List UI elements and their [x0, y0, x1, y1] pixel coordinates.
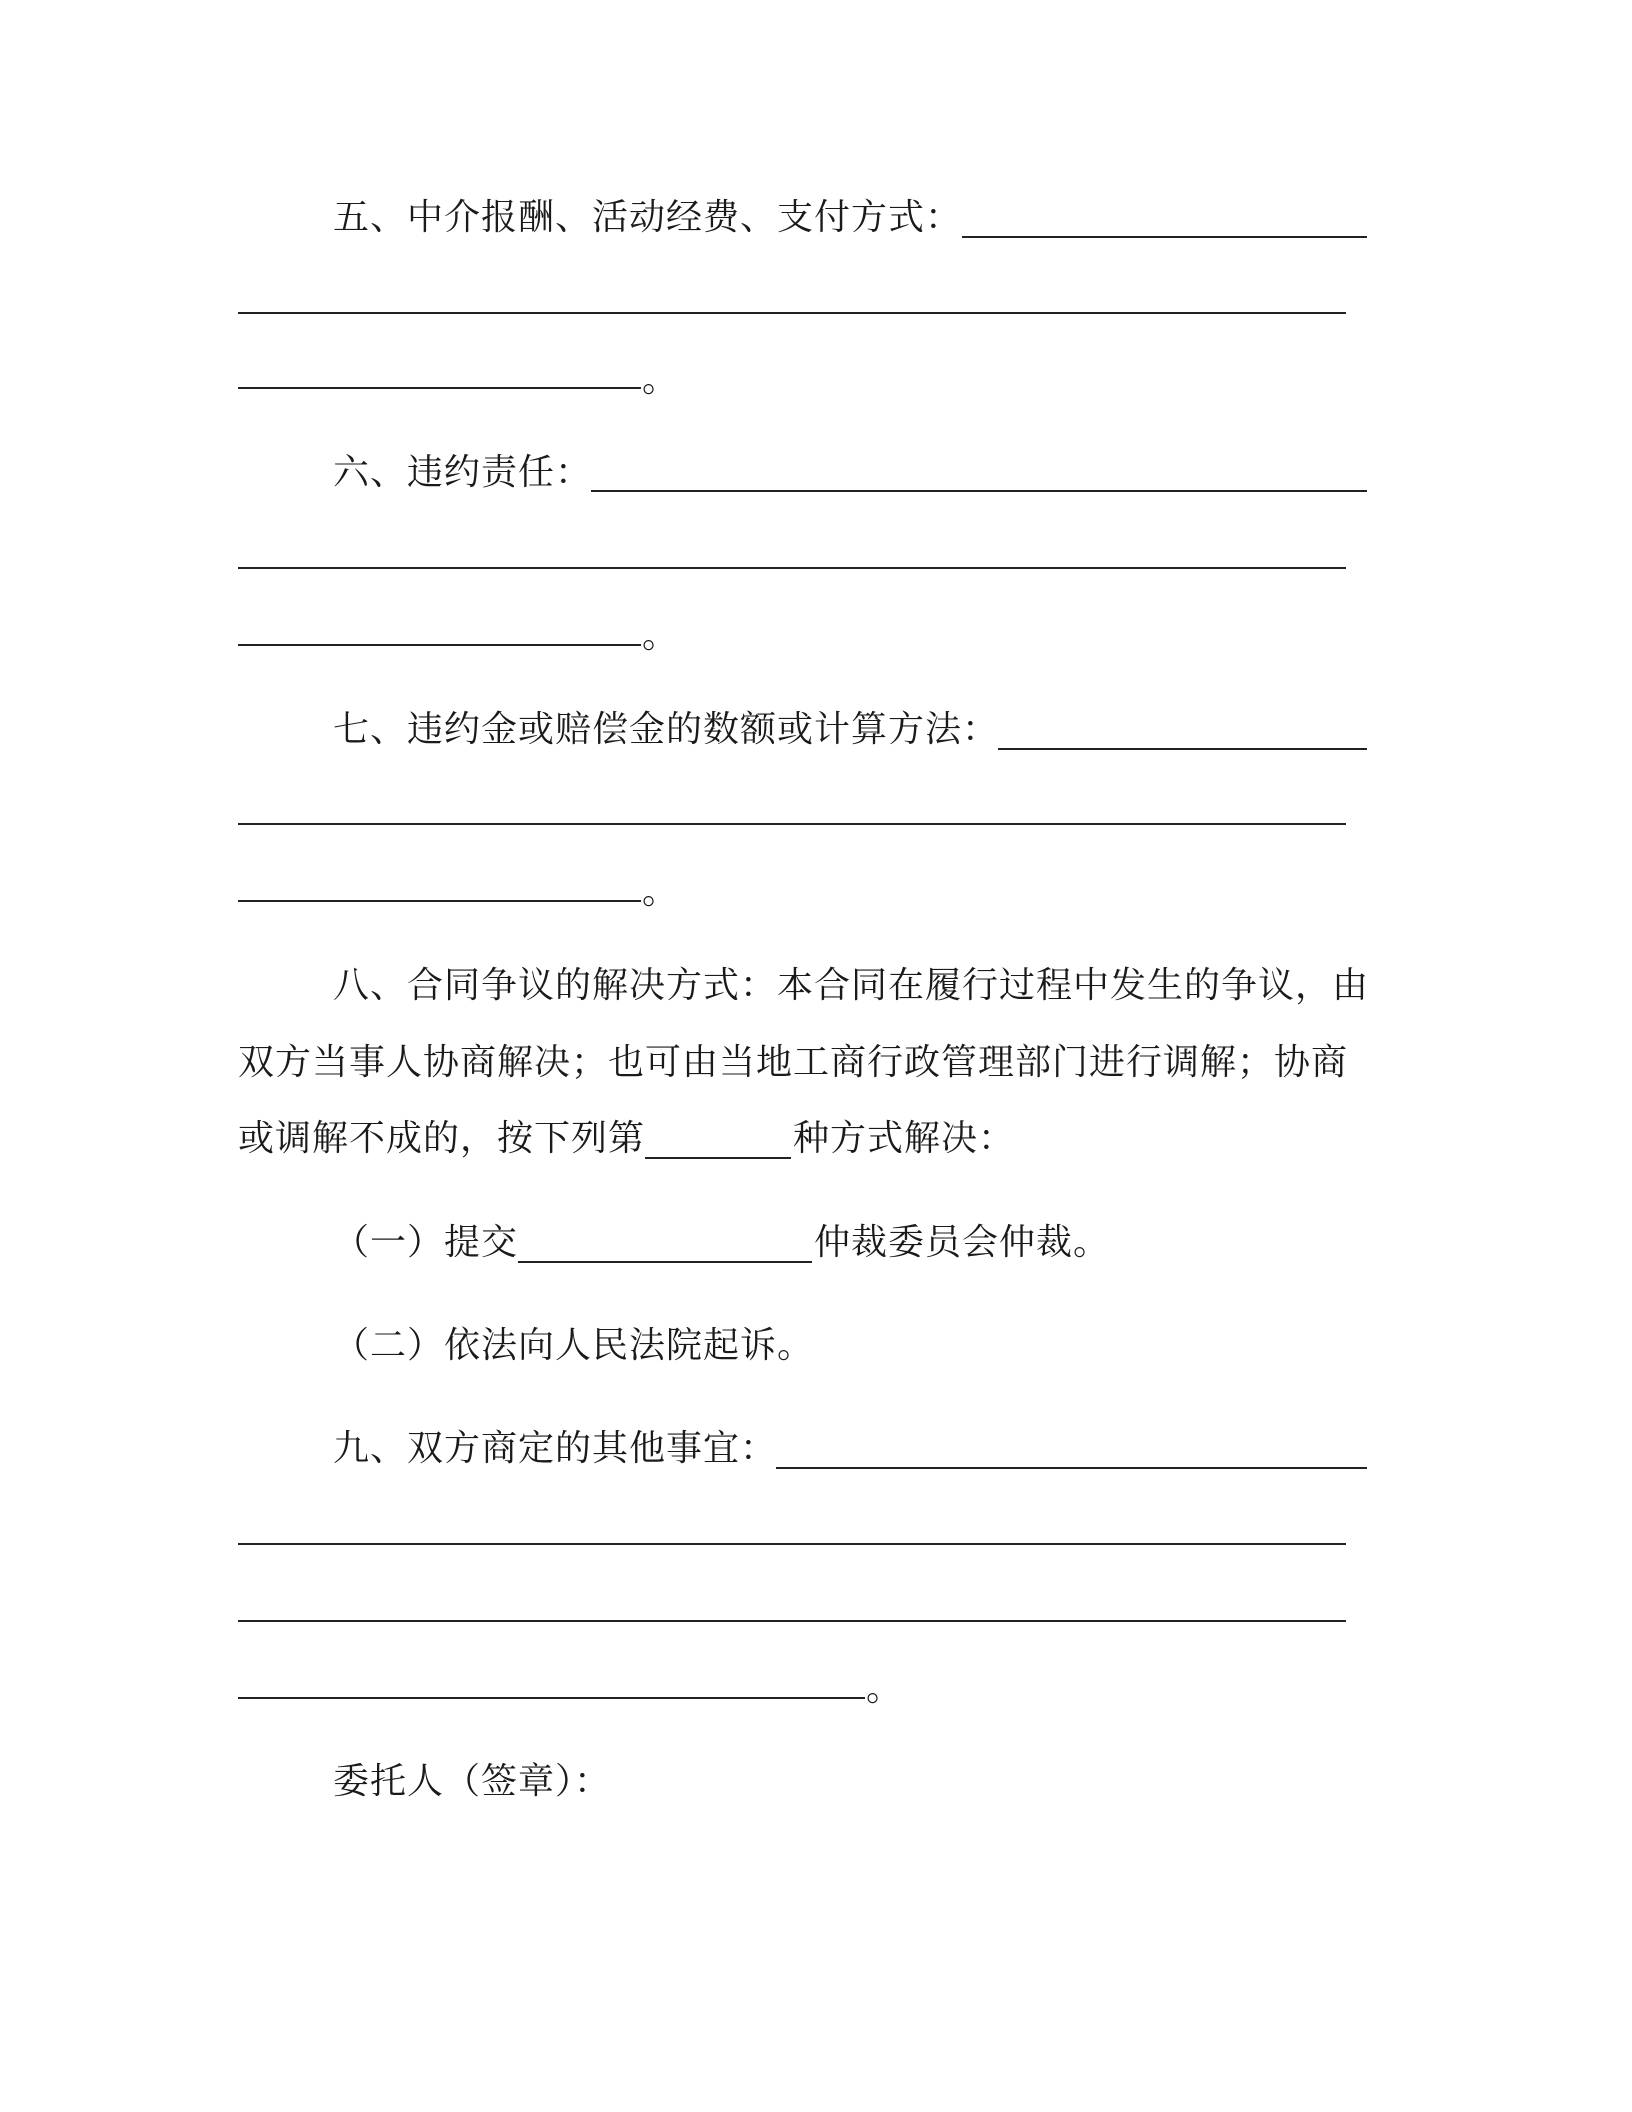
clause-9-blank-2[interactable] [238, 1543, 1346, 1545]
clause-5-blank-2[interactable] [238, 312, 1346, 314]
clause-8-option-1-end: 仲裁委员会仲裁。 [814, 1222, 1111, 1263]
clause-7-period: 。 [642, 871, 679, 912]
clause-5-blank-1[interactable] [962, 236, 1367, 238]
clause-6-blank-3[interactable] [238, 644, 641, 646]
clause-6-blank-1[interactable] [591, 490, 1367, 492]
clause-6-blank-2[interactable] [238, 567, 1346, 569]
clause-6-label: 六、违约责任： [333, 452, 593, 493]
clause-8-line-2: 双方当事人协商解决；也可由当地工商行政管理部门进行调解；协商 [238, 1042, 1349, 1083]
clause-9-label: 九、双方商定的其他事宜： [333, 1428, 778, 1469]
clause-7-blank-2[interactable] [238, 823, 1346, 825]
clause-5-label: 五、中介报酬、活动经费、支付方式： [333, 197, 963, 238]
clause-9-blank-1[interactable] [776, 1467, 1367, 1469]
clause-8-line-3-start: 或调解不成的，按下列第 [238, 1118, 646, 1159]
signature-label: 委托人（签章）： [333, 1761, 612, 1802]
clause-5-blank-3[interactable] [238, 387, 641, 389]
clause-9-period: 。 [866, 1668, 903, 1709]
clause-8-arbitration-blank[interactable] [518, 1261, 812, 1263]
clause-5-period: 。 [642, 359, 679, 400]
clause-9-blank-3[interactable] [238, 1620, 1346, 1622]
clause-7-label: 七、违约金或赔偿金的数额或计算方法： [333, 709, 1000, 750]
clause-8-option-2: （二）依法向人民法院起诉。 [333, 1325, 815, 1366]
clause-8-line-3-end: 种方式解决： [793, 1118, 1016, 1159]
clause-8-line-1: 八、合同争议的解决方式：本合同在履行过程中发生的争议，由 [333, 965, 1370, 1006]
clause-6-period: 。 [642, 615, 679, 656]
clause-7-blank-3[interactable] [238, 900, 641, 902]
clause-7-blank-1[interactable] [998, 748, 1367, 750]
clause-9-blank-4[interactable] [238, 1697, 865, 1699]
clause-8-method-blank[interactable] [645, 1157, 791, 1159]
clause-8-option-1-start: （一）提交 [333, 1222, 519, 1263]
